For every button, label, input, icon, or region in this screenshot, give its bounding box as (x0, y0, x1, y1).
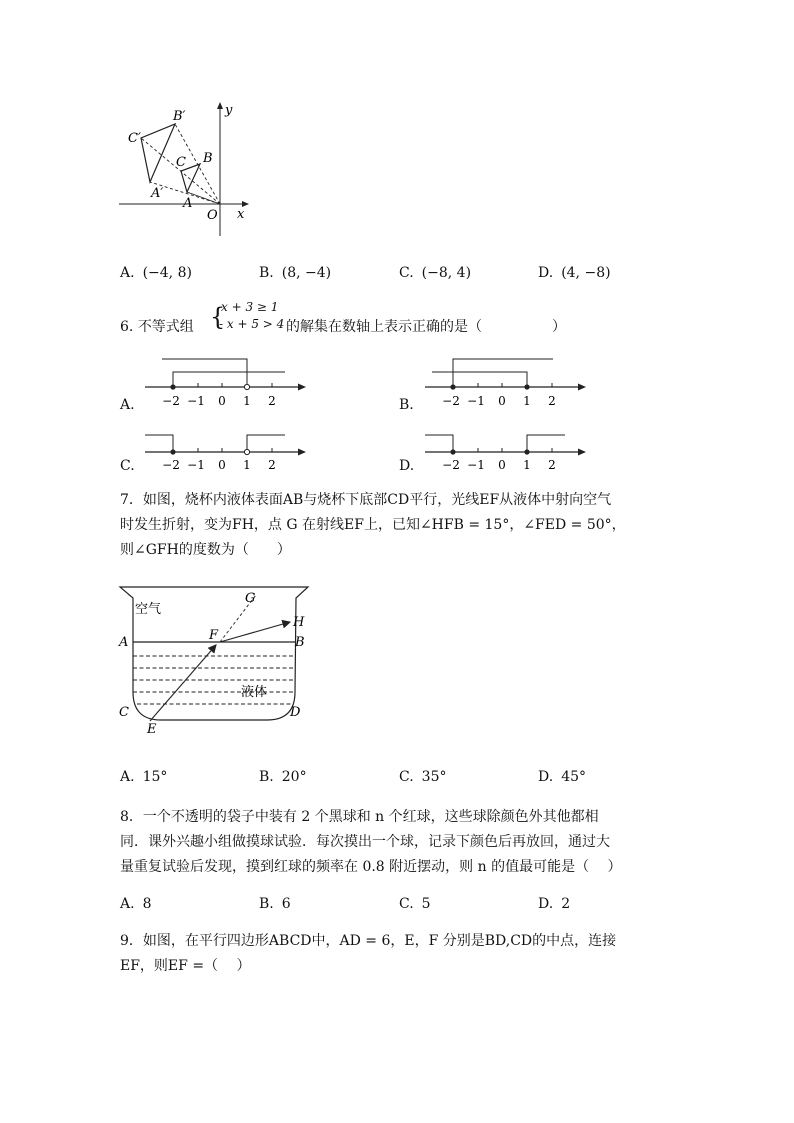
q6-number-line-a (140, 350, 310, 412)
q6c-tick--2: −2 (162, 458, 180, 472)
q6-option-b-label: B. (399, 397, 414, 413)
q7-label-B: B (295, 635, 305, 650)
q6-question-suffix: 的解集在数轴上表示正确的是（ ） (286, 319, 566, 335)
q9-question-line2: EF，则EF =（ ） (120, 958, 251, 974)
q5-option-d: D. (4, −8) (538, 265, 611, 281)
q6c-tick--1: −1 (187, 458, 205, 472)
q6c-tick-0: 0 (218, 458, 226, 472)
q5-label-B1: B′ (173, 109, 186, 124)
q6-system-brace: { (210, 303, 226, 331)
q6a-tick-0: 0 (218, 394, 226, 408)
q6b-tick-2: 2 (548, 394, 556, 408)
q6d-tick-2: 2 (548, 458, 556, 472)
q6-option-d-label: D. (399, 458, 415, 474)
q6b-tick-0: 0 (498, 394, 506, 408)
q8-option-d: D. 2 (538, 896, 571, 912)
q6d-tick-1: 1 (523, 458, 531, 472)
q6d-tick--2: −2 (442, 458, 460, 472)
q7-question-line1: 7．如图，烧杯内液体表面AB与烧杯下底部CD平行，光线EF从液体中射向空气 (120, 492, 612, 508)
q8-option-c: C. 5 (399, 896, 431, 912)
q5-figure (115, 98, 255, 238)
q7-question-line2: 时发生折射，变为FH，点 G 在射线EF上，已知∠HFB = 15°，∠FED = 50°， (120, 517, 626, 533)
q6a-tick--2: −2 (162, 394, 180, 408)
q6-option-a-label: A. (120, 397, 135, 413)
q7-label-E: E (147, 722, 157, 737)
q7-beaker-figure (115, 580, 320, 740)
q7-option-b: B. 20° (259, 769, 307, 785)
q6d-tick--1: −1 (467, 458, 485, 472)
q7-question-line3: 则∠GFH的度数为（ ） (120, 542, 291, 558)
q7-option-d: D. 45° (538, 769, 587, 785)
q7-liquid-label: 液体 (241, 685, 268, 700)
q6-number-line-d (420, 425, 590, 475)
q5-label-O: O (207, 208, 218, 223)
q7-label-D: D (290, 705, 301, 720)
q6-ineq1: x + 3 ≥ 1 (221, 300, 279, 314)
q6-question: 6. 不等式组 (120, 319, 194, 335)
q6-number-line-b (420, 350, 590, 412)
q5-label-B: B (203, 151, 213, 166)
q5-option-b: B. (8, −4) (259, 265, 332, 281)
q6a-tick--1: −1 (187, 394, 205, 408)
q8-option-b: B. 6 (259, 896, 291, 912)
q7-label-G: G (245, 591, 256, 606)
q6a-tick-1: 1 (243, 394, 251, 408)
q6c-tick-1: 1 (243, 458, 251, 472)
q7-option-c: C. 35° (399, 769, 447, 785)
q5-label-x: x (237, 207, 245, 222)
q5-option-c: C. (−8, 4) (399, 265, 472, 281)
q9-question-line1: 9．如图，在平行四边形ABCD中，AD = 6，E，F 分别是BD,CD的中点，连接 (120, 933, 617, 949)
q6-ineq2: - x + 5 > 4 (219, 317, 285, 331)
q6b-tick--2: −2 (442, 394, 460, 408)
q6b-tick-1: 1 (523, 394, 531, 408)
q6a-tick-2: 2 (268, 394, 276, 408)
q7-label-A: A (119, 635, 129, 650)
q6b-tick--1: −1 (467, 394, 485, 408)
q6-number-line-c (140, 425, 310, 475)
q5-option-a: A. (−4, 8) (120, 265, 192, 281)
q7-air-label: 空气 (135, 602, 162, 617)
q6d-tick-0: 0 (498, 458, 506, 472)
q8-question-line3: 量重复试验后发现，摸到红球的频率在 0.8 附近摆动，则 n 的值最可能是（ ） (120, 859, 622, 875)
q6c-tick-2: 2 (268, 458, 276, 472)
q5-label-y: y (225, 103, 233, 118)
q6-option-c-label: C. (120, 458, 135, 474)
q5-label-C: C (176, 155, 186, 170)
q7-option-a: A. 15° (120, 769, 168, 785)
q7-label-F: F (209, 628, 219, 643)
q5-label-C1: C′ (128, 131, 141, 146)
q7-label-H: H (293, 615, 305, 630)
q5-label-A1: A′ (151, 186, 164, 201)
q8-question-line1: 8．一个不透明的袋子中装有 2 个黑球和 n 个红球，这些球除颜色外其他都相 (120, 809, 599, 825)
q8-option-a: A. 8 (120, 896, 152, 912)
q7-label-C: C (119, 705, 129, 720)
q5-label-A: A (183, 196, 193, 211)
q8-question-line2: 同．课外兴趣小组做摸球试验．每次摸出一个球，记录下颜色后再放回，通过大 (120, 834, 610, 850)
